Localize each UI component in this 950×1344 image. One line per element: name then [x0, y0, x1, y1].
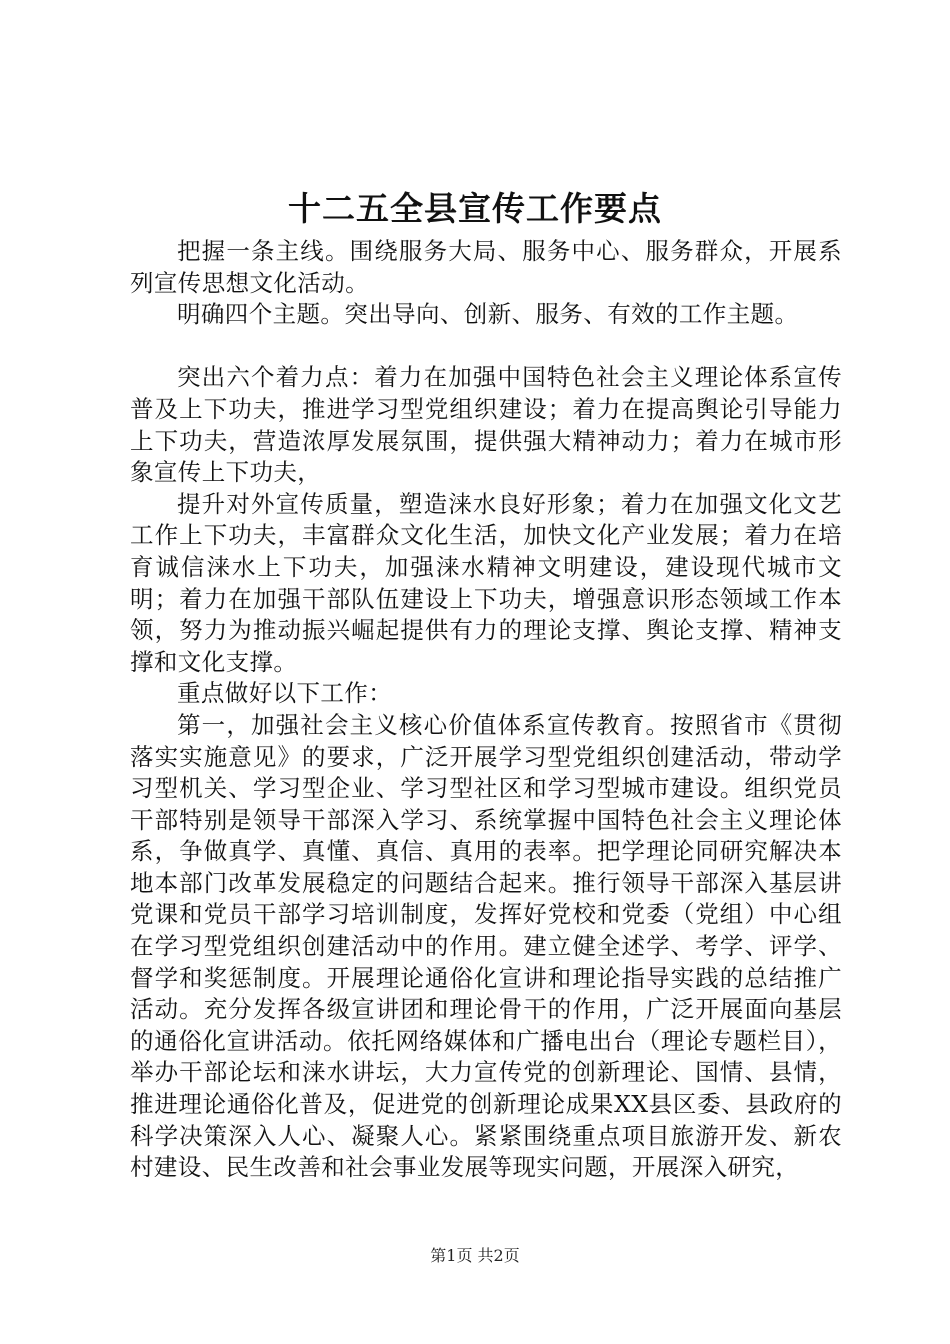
paragraph-six-focus-points: 突出六个着力点：着力在加强中国特色社会主义理论体系宣传普及上下功夫，推进学习型党组织建设；着力在提高舆论引导能力上下功夫，营造浓厚发展氛围，提供强大精神动力；着力在城市形象宣传上下功夫，: [130, 363, 842, 487]
page-number-footer: 第1页 共2页: [430, 1246, 520, 1265]
paragraph-four-themes: 明确四个主题。突出导向、创新、服务、有效的工作主题。: [177, 300, 799, 329]
paragraph-main-line: 把握一条主线。围绕服务大局、服务中心、服务群众，开展系列宣传思想文化活动。: [130, 237, 842, 297]
paragraph-external-publicity: 提升对外宣传质量，塑造涞水良好形象；着力在加强文化文艺工作上下功夫，丰富群众文化生活，加快文化产业发展；着力在培育诚信涞水上下功夫，加强涞水精神文明建设，建设现代城市文明；着力在加强干部队伍建设上下功夫，增强意识形态领域工作本领，努力为推动振兴崛起提供有力的理论支撑、舆论支撑、精神支撑和文化支撑。: [130, 489, 842, 676]
paragraph-first-item: 第一，加强社会主义核心价值体系宣传教育。按照省市《贯彻落实实施意见》的要求，广泛开展学习型党组织创建活动，带动学习型机关、学习型企业、学习型社区和学习型城市建设。组织党员干部特别是领导干部深入学习、系统掌握中国特色社会主义理论体系，争做真学、真懂、真信、真用的表率。把学理论同研究解决本地本部门改革发展稳定的问题结合起来。推行领导干部深入基层讲党课和党员干部学习培训制度，发挥好党校和党委（党组）中心组在学习型党组织创建活动中的作用。建立健全述学、考学、评学、督学和奖惩制度。开展理论通俗化宣讲和理论指导实践的总结推广活动。充分发挥各级宣讲团和理论骨干的作用，广泛开展面向基层的通俗化宣讲活动。依托网络媒体和广播电出台（理论专题栏目），举办干部论坛和涞水讲坛，大力宣传党的创新理论、国情、县情，推进理论通俗化普及，促进党的创新理论成果XX县区委、县政府的科学决策深入人心、凝聚人心。紧紧围绕重点项目旅游开发、新农村建设、民生改善和社会事业发展等现实问题，开展深入研究，: [130, 710, 842, 1182]
document-body: [130, 236, 842, 1184]
document-title: 十二五全县宣传工作要点: [288, 189, 662, 228]
paragraph-key-work-intro: 重点做好以下工作：: [177, 679, 393, 708]
